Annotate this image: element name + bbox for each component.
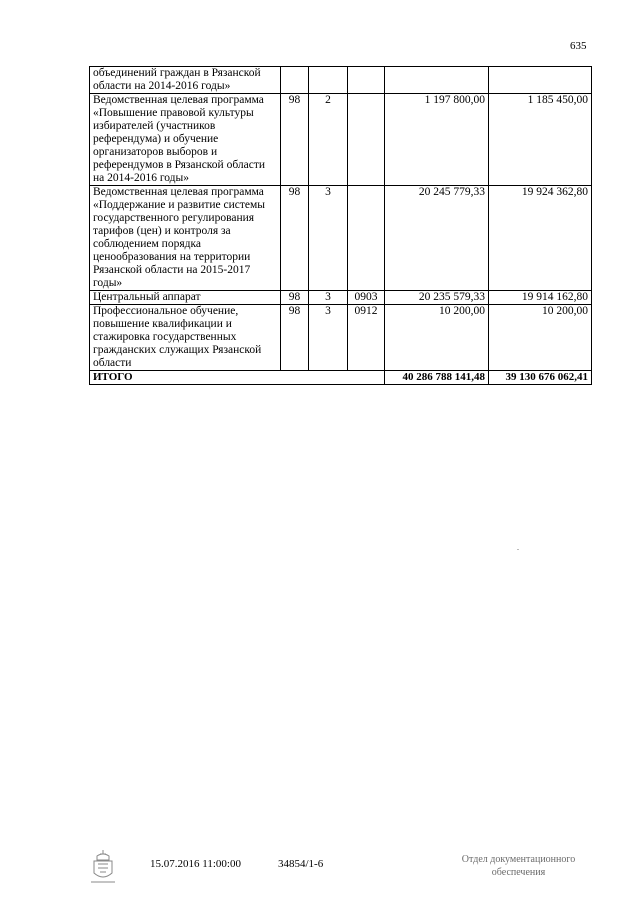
footer-doc-number: 34854/1-6 [278,858,324,870]
row-name: Профессиональное обучение, повышение квалификации и стажировка государственных гражданских служащих Рязанской области [90,305,281,371]
table-row [90,186,592,291]
row-pr [348,67,385,94]
coat-of-arms-seal [88,848,118,884]
total-sum-2016: 40 286 788 141,48 [385,371,489,385]
row-rz: 3 [309,186,348,291]
row-ved: 98 [281,305,309,371]
row-sum-2016: 20 245 779,33 [385,186,489,291]
row-sum-exec [489,67,592,94]
row-sum-2016: 1 197 800,00 [385,94,489,186]
row-rz: 3 [309,291,348,305]
table-row [90,94,592,186]
table-row [90,67,592,94]
row-rz: 2 [309,94,348,186]
row-rz: 3 [309,305,348,371]
row-name: Ведомственная целевая программа «Поддержание и развитие системы государственного регулирования тарифов (цен) и контроля за соблюдением порядка ценообразования на территории Рязанской области на 2015-2017 годы» [90,186,281,291]
total-sum-exec: 39 130 676 062,41 [489,371,592,385]
row-sum-exec: 1 185 450,00 [489,94,592,186]
row-pr [348,94,385,186]
row-sum-exec: 19 924 362,80 [489,186,592,291]
row-ved: 98 [281,291,309,305]
row-name: Ведомственная целевая программа «Повышение правовой культуры избирателей (участников референдума) и обучение организаторов выборов и референдумов в Рязанской области на 2014-2016 годы» [90,94,281,186]
row-name: объединений граждан в Рязанской области на 2014-2016 годы» [90,67,281,94]
row-ved: 98 [281,94,309,186]
row-ved [281,67,309,94]
footer-date: 15.07.2016 11:00:00 [150,858,241,870]
page-number: 635 [570,40,587,52]
budget-table [89,66,592,385]
table-row [90,291,592,305]
stamp-line-1: Отдел документационного [461,854,576,865]
total-label: ИТОГО [90,371,385,385]
row-sum-2016: 20 235 579,33 [385,291,489,305]
row-sum-exec: 19 914 162,80 [489,291,592,305]
row-ved: 98 [281,186,309,291]
row-pr: 0912 [348,305,385,371]
row-sum-exec: 10 200,00 [489,305,592,371]
row-sum-2016 [385,67,489,94]
total-row [90,371,592,385]
row-name: Центральный аппарат [90,291,281,305]
row-pr: 0903 [348,291,385,305]
scan-speck [517,549,519,550]
table-row [90,305,592,371]
stamp-line-2: обеспечения [491,867,546,878]
row-rz [309,67,348,94]
row-sum-2016: 10 200,00 [385,305,489,371]
row-pr [348,186,385,291]
footer-stamp [446,853,591,879]
